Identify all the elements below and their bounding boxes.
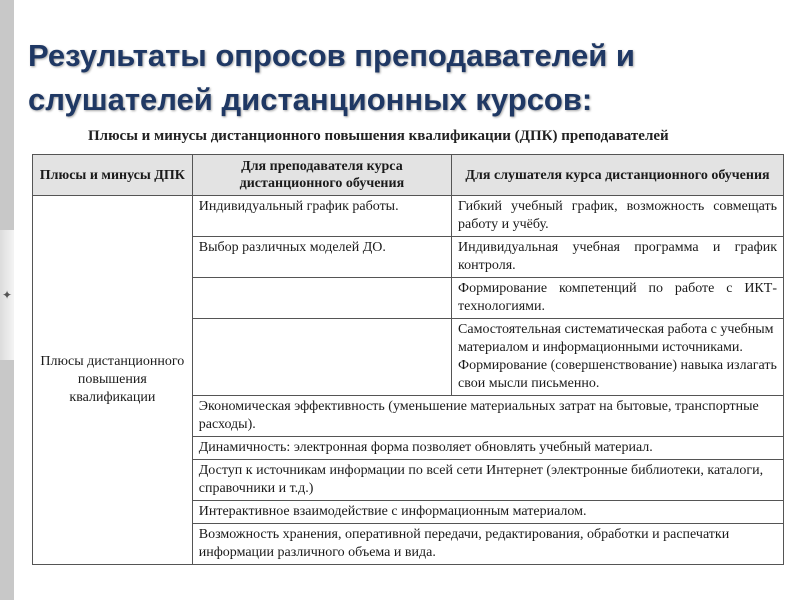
table-caption: Плюсы и минусы дистанционного повышения квалификации (ДПК) преподавателей: [88, 128, 669, 144]
table-row: [33, 196, 784, 237]
merged-cell: Интерактивное взаимодействие с информационным материалом.: [192, 501, 783, 524]
student-cell: Гибкий учебный график, возможность совмещать работу и учёбу.: [452, 196, 784, 237]
teacher-cell: [192, 278, 451, 319]
teacher-cell: Выбор различных моделей ДО.: [192, 237, 451, 278]
merged-cell: Экономическая эффективность (уменьшение материальных затрат на бытовые, транспортные расходы).: [192, 396, 783, 437]
merged-cell: Доступ к источникам информации по всей сети Интернет (электронные библиотеки, каталоги, справочники и т.д.): [192, 460, 783, 501]
merged-cell: Возможность хранения, оперативной передачи, редактирования, обработки и распечатки информации различного объема и вида.: [192, 524, 783, 565]
header-cell-pros-cons: Плюсы и минусы ДПК: [33, 155, 193, 196]
row-group-label: Плюсы дистанционного повышения квалификации: [33, 196, 193, 565]
pin-icon: ✦: [2, 288, 13, 302]
student-cell: Формирование компетенций по работе с ИКТ-технологиями.: [452, 278, 784, 319]
page-title: Результаты опросов преподавателей и слушателей дистанционных курсов:: [28, 38, 635, 117]
teacher-cell: [192, 319, 451, 396]
left-decoration-band-top: [0, 0, 14, 230]
student-cell: Индивидуальная учебная программа и график контроля.: [452, 237, 784, 278]
teacher-cell: Индивидуальный график работы.: [192, 196, 451, 237]
header-cell-student: Для слушателя курса дистанционного обучения: [452, 155, 784, 196]
student-cell: Самостоятельная систематическая работа с учебным материалом и информационными источниками. Формирование (совершенствование) навыка излагать свои мысли письменно.: [452, 319, 784, 396]
table-header-row: [33, 155, 784, 196]
header-cell-teacher: Для преподавателя курса дистанционного обучения: [192, 155, 451, 196]
left-decoration-band-bottom: [0, 360, 14, 600]
merged-cell: Динамичность: электронная форма позволяет обновлять учебный материал.: [192, 437, 783, 460]
pros-cons-table: [32, 154, 784, 565]
